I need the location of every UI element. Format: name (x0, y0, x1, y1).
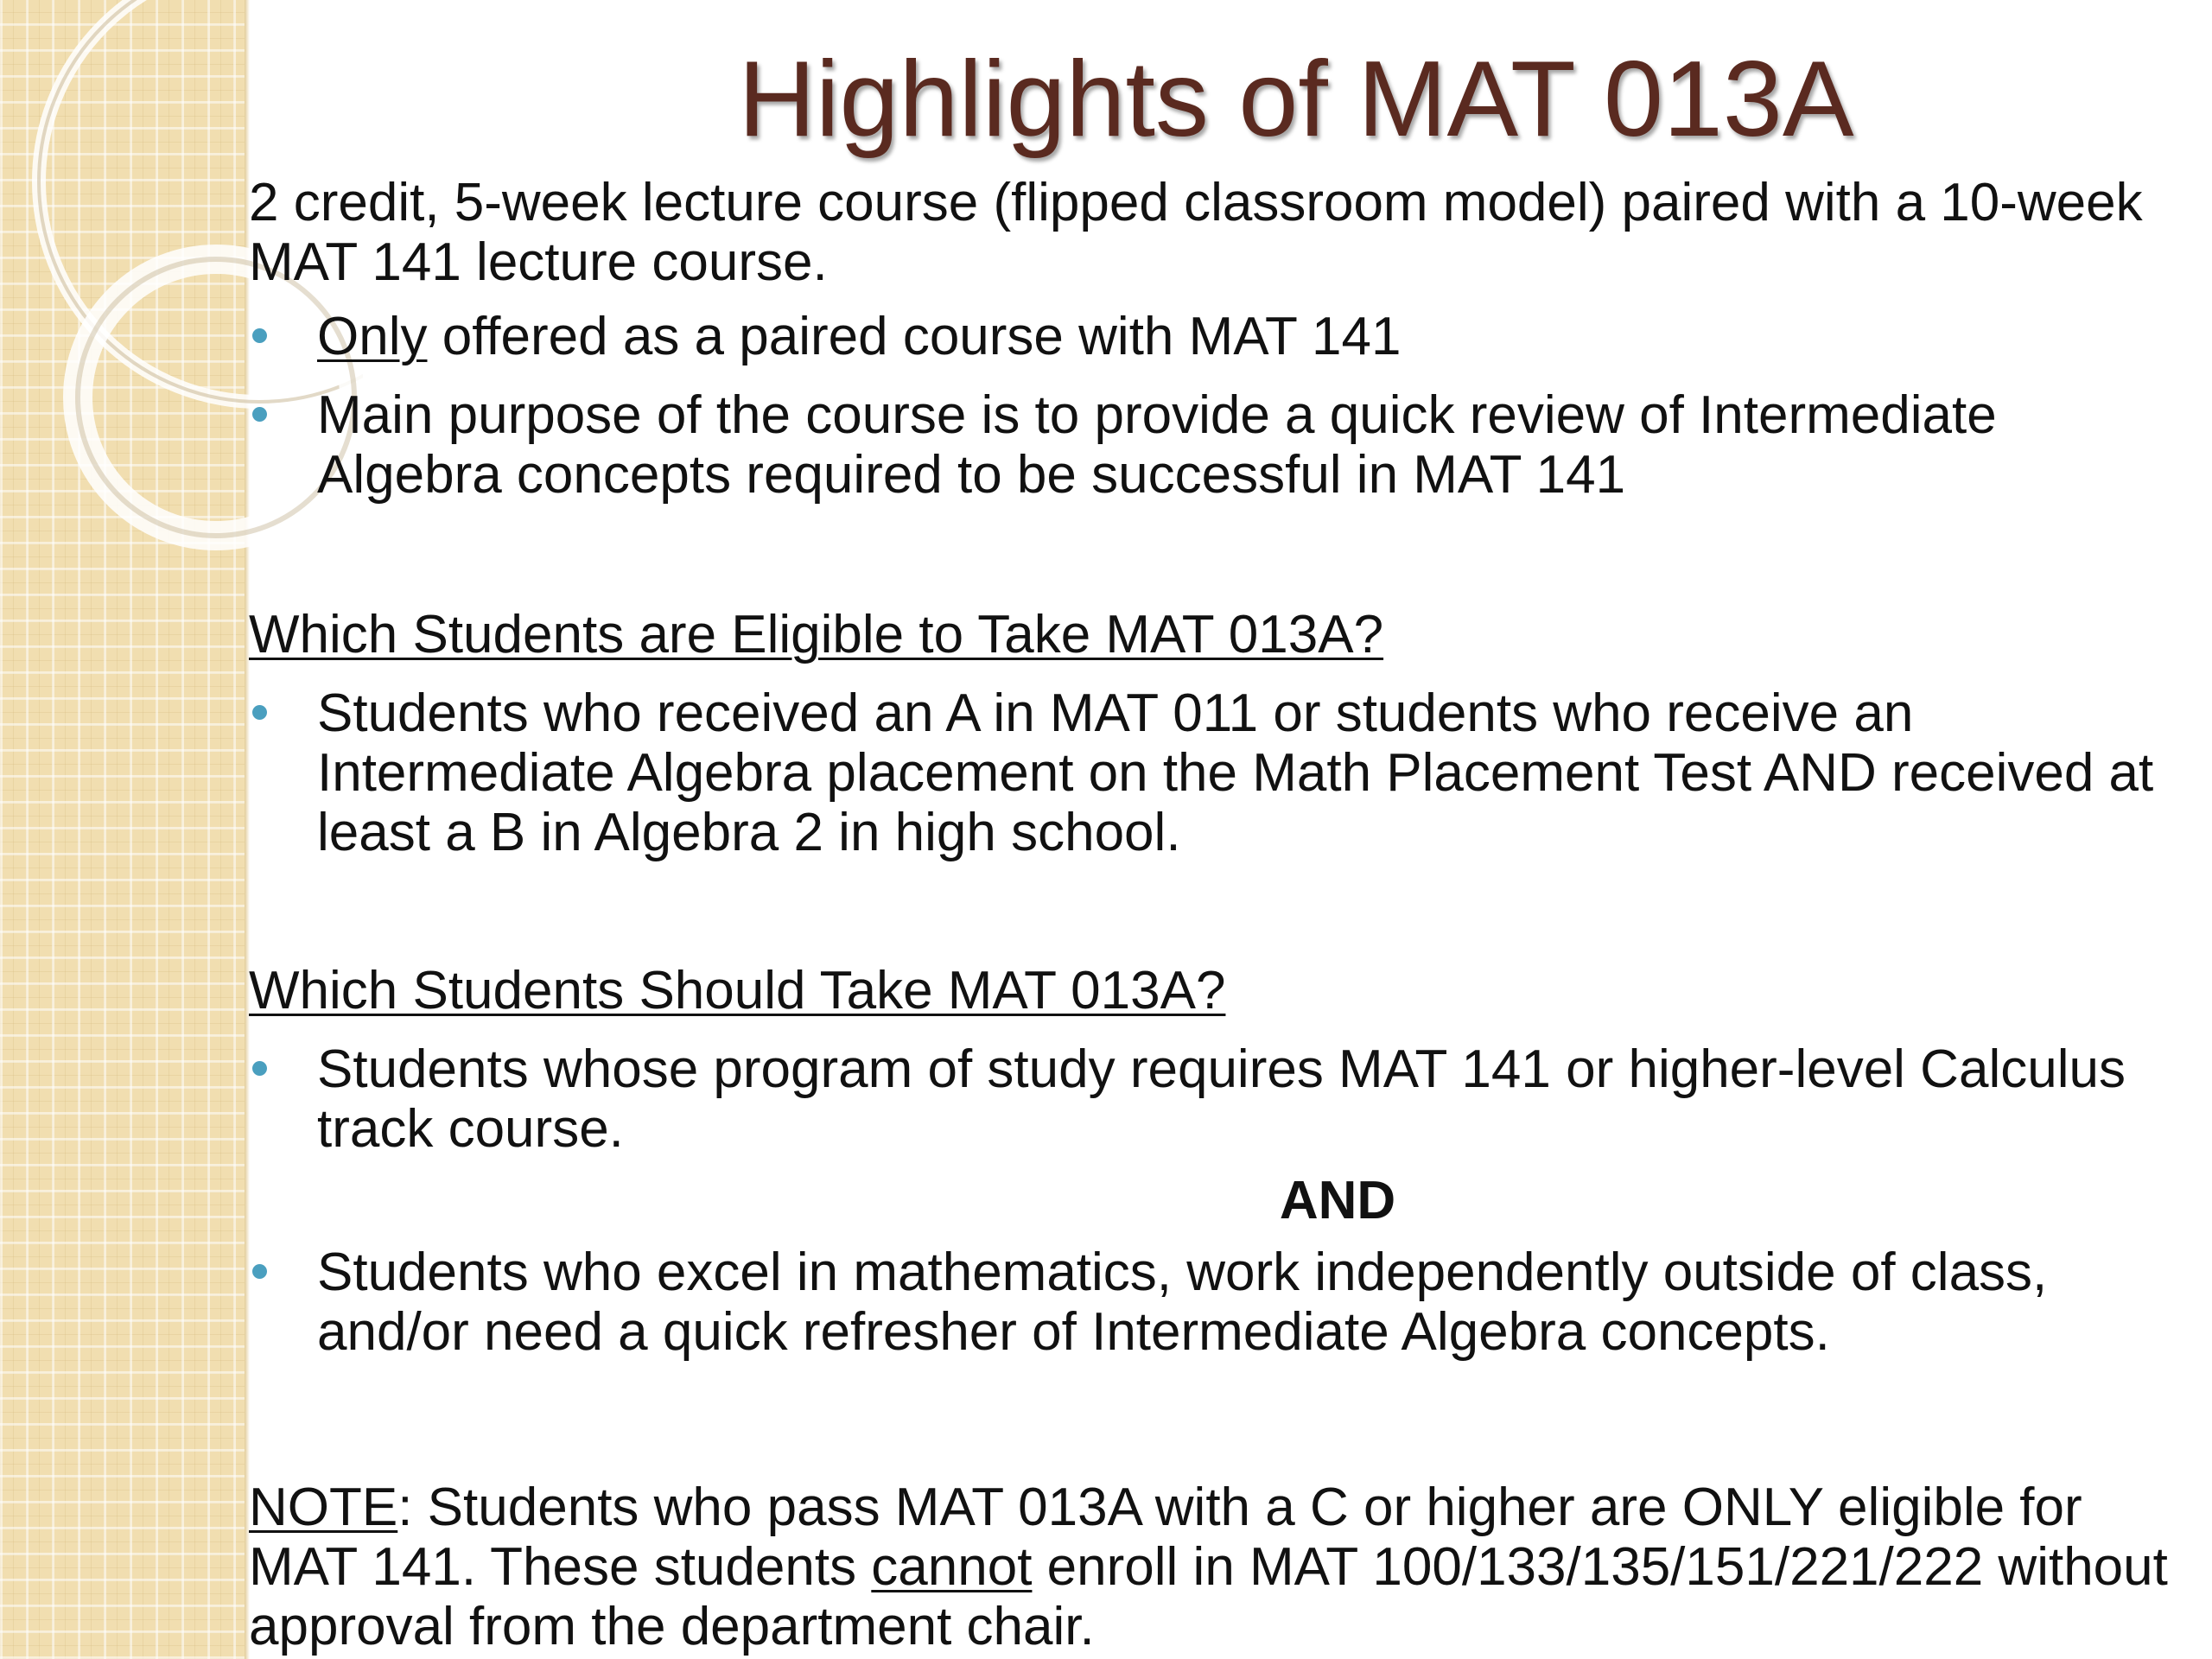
intro-bullet-list (249, 307, 2193, 505)
should-heading: Which Students Should Take MAT 013A? (249, 961, 1226, 1020)
note-text (249, 1478, 2193, 1656)
note-text-part-1: : Students who pass MAT 013A with a C or higher are ONLY eligible for MAT 141. These students (249, 1478, 2082, 1597)
note-label: NOTE (249, 1478, 398, 1537)
only-emphasis: Only (317, 307, 428, 366)
list-item (249, 385, 2193, 505)
bullet-icon (252, 328, 267, 343)
list-item (249, 683, 2193, 862)
bullet-text: Students who excel in mathematics, work independently outside of class, and/or need a quick refresher of Intermediate Algebra concepts. (317, 1243, 2048, 1362)
list-item (249, 307, 2193, 366)
list-item (249, 1039, 2193, 1159)
bullet-icon (252, 1061, 267, 1076)
eligible-section (249, 605, 2193, 862)
eligible-heading: Which Students are Eligible to Take MAT 013A? (249, 605, 1384, 664)
note-text-part-2: enroll in MAT 100/133/135/151/221/222 without approval from the department chair. (249, 1537, 2168, 1656)
bullet-icon (252, 705, 267, 720)
should-section (249, 961, 2193, 1362)
note-section (249, 1478, 2193, 1656)
bullet-icon (252, 1264, 267, 1279)
slide-title: Highlights of MAT 013A (738, 40, 1854, 159)
should-bullet-list (249, 1039, 2193, 1159)
bullet-icon (252, 407, 267, 422)
decorative-side-panel (0, 0, 247, 1659)
intro-text: 2 credit, 5-week lecture course (flipped classroom model) paired with a 10-week MAT 141 lecture course. (249, 173, 2143, 292)
bullet-text: Students whose program of study requires MAT 141 or higher-level Calculus track course. (317, 1039, 2126, 1159)
list-item (249, 1243, 2193, 1362)
bullet-text: Students who received an A in MAT 011 or students who receive an Intermediate Algebra placement on the Math Placement Test AND received at least a B in Algebra 2 in high school. (317, 683, 2154, 862)
and-label: AND (1279, 1171, 1396, 1230)
intro-section (249, 173, 2193, 505)
should-bullet-list-2 (249, 1243, 2193, 1362)
bullet-text: Main purpose of the course is to provide a quick review of Intermediate Algebra concepts required to be successful in MAT 141 (317, 385, 1997, 505)
cannot-emphasis: cannot (871, 1537, 1033, 1597)
eligible-bullet-list (249, 683, 2193, 862)
bullet-text: offered as a paired course with MAT 141 (427, 307, 1402, 366)
